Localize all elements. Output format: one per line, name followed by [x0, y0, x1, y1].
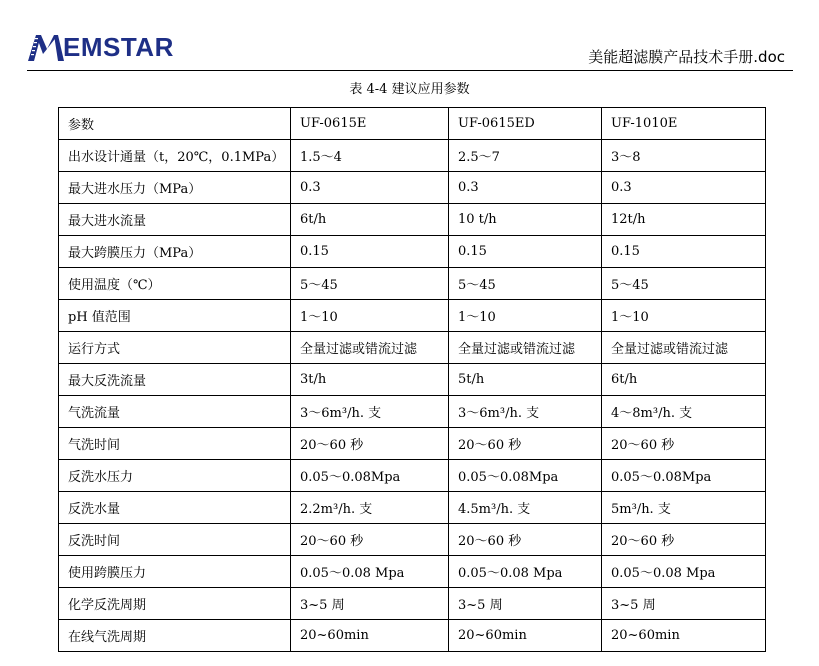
row-label-cell: 反洗水量 [59, 492, 291, 524]
value-cell: 0.3 [291, 172, 449, 204]
value-cell: 3~5 周 [602, 588, 766, 620]
header-cell-parameter: 参数 [59, 108, 291, 140]
table-row [59, 236, 766, 268]
value-cell: 20～60 秒 [449, 524, 602, 556]
header-cell-uf-1010e: UF-1010E [602, 108, 766, 140]
value-cell: 0.15 [602, 236, 766, 268]
value-cell: 5～45 [602, 268, 766, 300]
value-cell: 3t/h [291, 364, 449, 396]
value-cell: 10 t/h [449, 204, 602, 236]
value-cell: 20～60 秒 [449, 428, 602, 460]
row-label-cell: 使用跨膜压力 [59, 556, 291, 588]
value-cell: 0.3 [602, 172, 766, 204]
value-cell: 1～10 [291, 300, 449, 332]
header-cell-uf-0615ed: UF-0615ED [449, 108, 602, 140]
table-row [59, 460, 766, 492]
table-row [59, 428, 766, 460]
table-row [59, 140, 766, 172]
value-cell: 20～60 秒 [602, 428, 766, 460]
value-cell: 0.05～0.08Mpa [602, 460, 766, 492]
value-cell: 20~60min [449, 620, 602, 652]
value-cell: 0.05～0.08 Mpa [449, 556, 602, 588]
logo-text: EMSTAR [63, 32, 174, 62]
table-row [59, 364, 766, 396]
header-cell-uf-0615e: UF-0615E [291, 108, 449, 140]
table-row [59, 620, 766, 652]
row-label-cell: 气洗流量 [59, 396, 291, 428]
value-cell: 2.5～7 [449, 140, 602, 172]
table-row [59, 396, 766, 428]
value-cell: 1.5～4 [291, 140, 449, 172]
value-cell: 3～6m³/h. 支 [449, 396, 602, 428]
row-label-cell: 化学反洗周期 [59, 588, 291, 620]
table-row [59, 172, 766, 204]
table-row [59, 524, 766, 556]
table-row [59, 204, 766, 236]
value-cell: 20~60min [291, 620, 449, 652]
value-cell: 0.3 [449, 172, 602, 204]
table-row [59, 492, 766, 524]
table-row [59, 268, 766, 300]
table-row [59, 588, 766, 620]
value-cell: 6t/h [602, 364, 766, 396]
value-cell: 20～60 秒 [291, 428, 449, 460]
value-cell: 1～10 [449, 300, 602, 332]
value-cell: 5～45 [291, 268, 449, 300]
value-cell: 3～8 [602, 140, 766, 172]
memstar-logo [27, 30, 174, 64]
row-label-cell: pH 值范围 [59, 300, 291, 332]
row-label-cell: 在线气洗周期 [59, 620, 291, 652]
value-cell: 全量过滤或错流过滤 [602, 332, 766, 364]
m-letter-logo-icon [27, 32, 65, 62]
value-cell: 0.05～0.08 Mpa [291, 556, 449, 588]
value-cell: 3~5 周 [449, 588, 602, 620]
value-cell: 20～60 秒 [602, 524, 766, 556]
value-cell: 4～8m³/h. 支 [602, 396, 766, 428]
recommended-parameters-table [58, 107, 766, 652]
row-label-cell: 反洗水压力 [59, 460, 291, 492]
table-caption: 表 4-4 建议应用参数 [349, 82, 470, 97]
value-cell: 5～45 [449, 268, 602, 300]
table-row [59, 300, 766, 332]
row-label-cell: 最大进水流量 [59, 204, 291, 236]
row-label-cell: 反洗时间 [59, 524, 291, 556]
value-cell: 5m³/h. 支 [602, 492, 766, 524]
value-cell: 0.15 [291, 236, 449, 268]
row-label-cell: 最大进水压力（MPa） [59, 172, 291, 204]
value-cell: 20~60min [602, 620, 766, 652]
row-label-cell: 出水设计通量（t，20℃，0.1MPa） [59, 140, 291, 172]
page-header [27, 30, 793, 71]
value-cell: 全量过滤或错流过滤 [291, 332, 449, 364]
row-label-cell: 最大跨膜压力（MPa） [59, 236, 291, 268]
row-label-cell: 运行方式 [59, 332, 291, 364]
row-label-cell: 最大反洗流量 [59, 364, 291, 396]
document-title: 美能超滤膜产品技术手册.doc [588, 48, 785, 66]
value-cell: 0.15 [449, 236, 602, 268]
value-cell: 5t/h [449, 364, 602, 396]
value-cell: 4.5m³/h. 支 [449, 492, 602, 524]
value-cell: 20～60 秒 [291, 524, 449, 556]
row-label-cell: 使用温度（℃） [59, 268, 291, 300]
table-row [59, 556, 766, 588]
value-cell: 全量过滤或错流过滤 [449, 332, 602, 364]
value-cell: 3～6m³/h. 支 [291, 396, 449, 428]
table-header-row [59, 108, 766, 140]
value-cell: 3~5 周 [291, 588, 449, 620]
value-cell: 0.05～0.08Mpa [291, 460, 449, 492]
row-label-cell: 气洗时间 [59, 428, 291, 460]
value-cell: 2.2m³/h. 支 [291, 492, 449, 524]
value-cell: 6t/h [291, 204, 449, 236]
value-cell: 0.05～0.08 Mpa [602, 556, 766, 588]
table-row [59, 332, 766, 364]
value-cell: 12t/h [602, 204, 766, 236]
value-cell: 1～10 [602, 300, 766, 332]
value-cell: 0.05～0.08Mpa [449, 460, 602, 492]
